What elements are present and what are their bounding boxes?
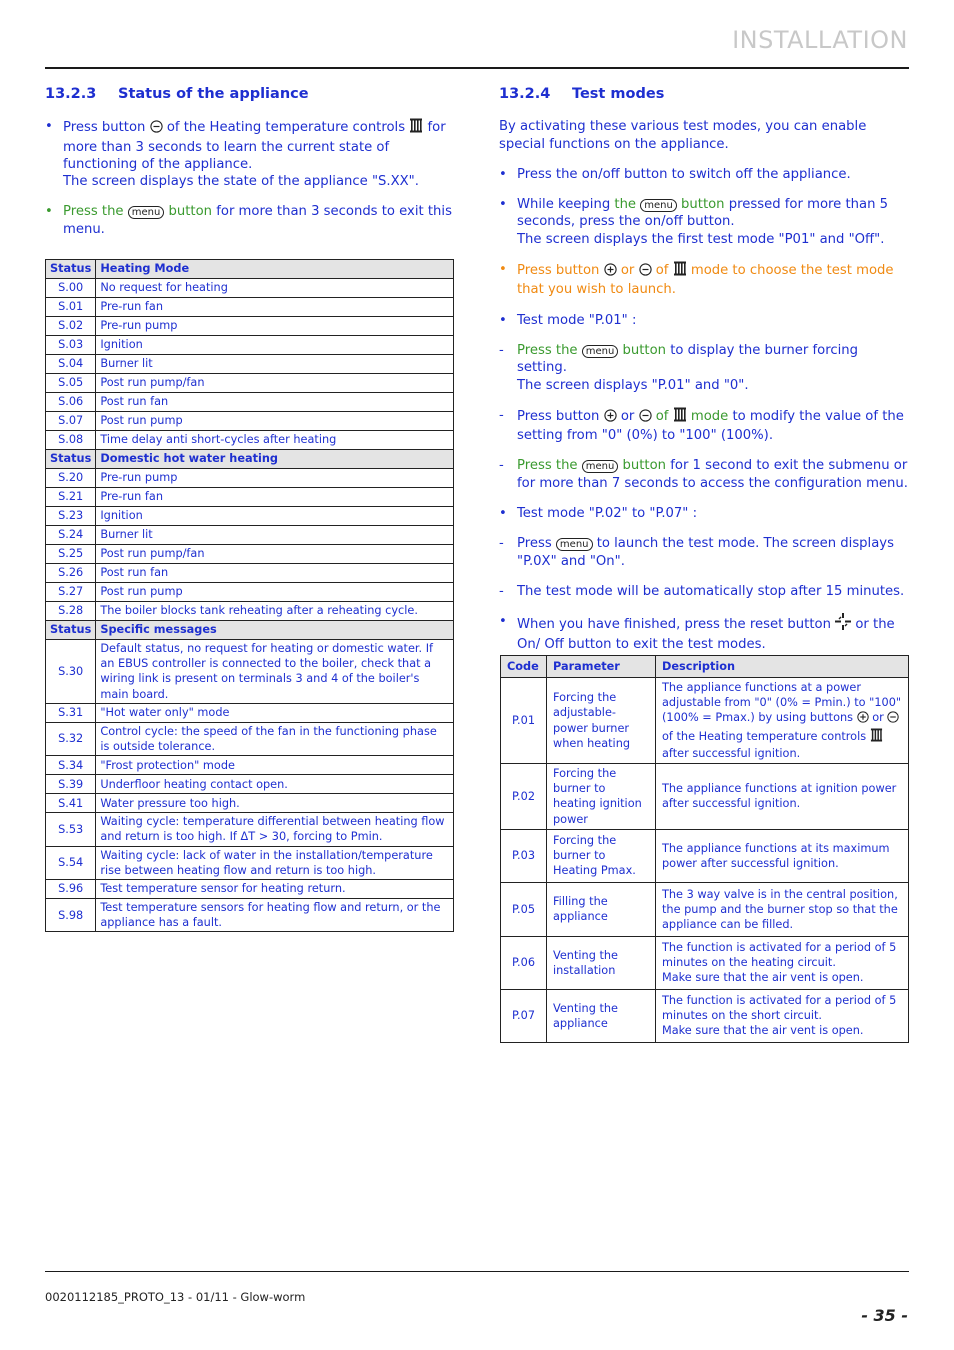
status-description-cell: Test temperature sensor for heating return.: [96, 880, 454, 899]
description-cell: The 3 way valve is in the central position, the pump and the burner stop so that the appliance can be filled.: [656, 882, 909, 936]
status-description-cell: The boiler blocks tank reheating after a reheating cycle.: [96, 602, 454, 621]
list-item: - Press menu to launch the test mode. The screen displays "P.0X" and "On".: [499, 536, 894, 569]
status-description-cell: No request for heating: [96, 279, 454, 298]
bullet-marker: •: [45, 119, 53, 135]
section-number: 13.2.4: [499, 86, 551, 102]
status-description-cell: Post run fan: [96, 393, 454, 412]
table-row: [501, 989, 909, 1042]
plus-circle-icon: [857, 711, 869, 727]
status-code-cell: S.26: [46, 564, 96, 583]
status-description-cell: Heating Mode: [96, 260, 454, 279]
table-row: [46, 794, 454, 813]
status-code-cell: S.02: [46, 317, 96, 336]
header-divider: [45, 67, 909, 69]
section-heading-status: [45, 86, 455, 103]
menu-button-icon: menu: [582, 345, 619, 358]
list-item: - Press button or of mode to modify the value of the setting from "0" (0%) to "100" (100%).: [499, 407, 904, 444]
description-cell: The appliance functions at a power adjustable from "0" (0% = Pmin.) to "100" (100% = Pmax.) by using buttons or of the Heating temperature controls after successful ignition.: [656, 678, 909, 764]
status-description-cell: Pre-run fan: [96, 298, 454, 317]
status-code-cell: S.21: [46, 488, 96, 507]
status-code-cell: S.27: [46, 583, 96, 602]
table-row: [501, 678, 909, 764]
table-row: [46, 813, 454, 846]
status-description-cell: Ignition: [96, 507, 454, 526]
section-title: Test modes: [572, 86, 665, 102]
table-row: [46, 526, 454, 545]
status-description-cell: Default status, no request for heating or domestic water. If an EBUS controller is connected to the boiler, check that a wiring link is present on terminals 3 and 4 of the boiler's main board.: [96, 640, 454, 704]
code-cell: P.01: [501, 678, 547, 764]
status-code-cell: S.01: [46, 298, 96, 317]
status-code-cell: S.07: [46, 412, 96, 431]
column-header: Code: [501, 656, 547, 678]
intro-paragraph: By activating these various test modes, you can enable special functions on the appliance.: [499, 119, 867, 152]
table-row: [46, 880, 454, 899]
table-row: [501, 764, 909, 830]
status-code-cell: Status: [46, 450, 96, 469]
list-item: • Press button of the Heating temperature controls for more than 3 seconds to learn the current state of functioning of the appliance. The screen displays the state of the appliance "S.XX".: [45, 119, 446, 190]
table-row: [46, 279, 454, 298]
table-header-row: [501, 656, 909, 678]
status-description-cell: Post run pump/fan: [96, 374, 454, 393]
status-description-cell: Burner lit: [96, 355, 454, 374]
table-row: [46, 488, 454, 507]
table-row: [46, 846, 454, 879]
table-group-header: [46, 621, 454, 640]
table-row: [501, 882, 909, 936]
status-description-cell: Post run fan: [96, 564, 454, 583]
table-row: [46, 564, 454, 583]
description-cell: The appliance functions at its maximum power after successful ignition.: [656, 829, 909, 882]
status-code-cell: S.08: [46, 431, 96, 450]
test-modes-table: [500, 655, 909, 1043]
parameter-cell: Forcing the burner to Heating Pmax.: [547, 829, 656, 882]
page-header-title: INSTALLATION: [732, 26, 908, 54]
status-code-cell: S.06: [46, 393, 96, 412]
radiator-icon: [673, 407, 687, 427]
column-header: Description: [656, 656, 909, 678]
left-column: [45, 86, 455, 251]
status-code-cell: S.20: [46, 469, 96, 488]
table-row: [46, 899, 454, 932]
code-cell: P.07: [501, 989, 547, 1042]
plus-circle-icon: [604, 409, 617, 427]
status-code-cell: S.53: [46, 813, 96, 846]
page-number: - 35 -: [861, 1306, 908, 1325]
status-code-cell: S.05: [46, 374, 96, 393]
status-description-cell: Specific messages: [96, 621, 454, 640]
status-code-cell: S.96: [46, 880, 96, 899]
status-code-cell: S.04: [46, 355, 96, 374]
parameter-cell: Forcing the burner to heating ignition power: [547, 764, 656, 830]
status-description-cell: Test temperature sensors for heating flow and return, or the appliance has a fault.: [96, 899, 454, 932]
list-item: - The test mode will be automatically stop after 15 minutes.: [499, 583, 905, 599]
parameter-cell: Forcing the adjustable-power burner when heating: [547, 678, 656, 764]
radiator-icon: [870, 728, 883, 746]
table-row: [46, 336, 454, 355]
list-item: - Press the menu button to display the burner forcing setting. The screen displays "P.01" and "0".: [499, 342, 859, 393]
status-code-cell: S.28: [46, 602, 96, 621]
code-cell: P.03: [501, 829, 547, 882]
table-row: [46, 374, 454, 393]
table-group-header: [46, 450, 454, 469]
code-cell: P.05: [501, 882, 547, 936]
status-description-cell: Domestic hot water heating: [96, 450, 454, 469]
status-code-cell: S.30: [46, 640, 96, 704]
table-row: [46, 412, 454, 431]
status-code-cell: S.24: [46, 526, 96, 545]
minus-circle-icon: [150, 120, 163, 138]
menu-button-icon: menu: [582, 460, 619, 473]
table-row: [46, 640, 454, 704]
status-description-cell: Waiting cycle: temperature differential between heating flow and return is too high. If ΔT > 30, forcing to Pmin.: [96, 813, 454, 846]
footer-divider: [45, 1271, 909, 1272]
minus-circle-icon: [639, 263, 652, 281]
table-row: [46, 355, 454, 374]
description-cell: The appliance functions at ignition power after successful ignition.: [656, 764, 909, 830]
table-row: [46, 545, 454, 564]
table-row: [46, 722, 454, 755]
status-code-cell: S.25: [46, 545, 96, 564]
status-description-cell: Pre-run pump: [96, 469, 454, 488]
column-header: Parameter: [547, 656, 656, 678]
list-item: • Test mode "P.01" :: [499, 312, 637, 328]
status-code-cell: S.03: [46, 336, 96, 355]
status-description-cell: Burner lit: [96, 526, 454, 545]
minus-circle-icon: [639, 409, 652, 427]
status-description-cell: Waiting cycle: lack of water in the installation/temperature rise between heating flow and return is too high.: [96, 846, 454, 879]
status-code-cell: S.41: [46, 794, 96, 813]
footer-document-reference: 0020112185_PROTO_13 - 01/11 - Glow-worm: [45, 1290, 306, 1304]
list-item: • When you have finished, press the reset button or the On/ Off button to exit the test modes.: [499, 614, 895, 652]
status-code-cell: S.98: [46, 899, 96, 932]
status-code-cell: S.00: [46, 279, 96, 298]
status-code-cell: S.54: [46, 846, 96, 879]
status-table: [45, 259, 454, 932]
right-column: [499, 86, 911, 666]
bullet-marker: •: [45, 204, 53, 220]
status-description-cell: Post run pump/fan: [96, 545, 454, 564]
status-code-cell: S.32: [46, 722, 96, 755]
status-code-cell: S.34: [46, 756, 96, 775]
parameter-cell: Filling the appliance: [547, 882, 656, 936]
status-description-cell: Underfloor heating contact open.: [96, 775, 454, 794]
status-code-cell: S.31: [46, 703, 96, 722]
table-row: [46, 393, 454, 412]
list-item: • Press button or of mode to choose the test mode that you wish to launch.: [499, 262, 894, 298]
minus-circle-icon: [887, 711, 899, 727]
status-code-cell: S.23: [46, 507, 96, 526]
parameter-cell: Venting the installation: [547, 936, 656, 989]
list-item: • Press the on/off button to switch off the appliance.: [499, 166, 851, 182]
table-row: [46, 703, 454, 722]
table-row: [501, 936, 909, 989]
table-row: [46, 583, 454, 602]
status-description-cell: Time delay anti short-cycles after heating: [96, 431, 454, 450]
table-row: [46, 775, 454, 794]
table-row: [46, 507, 454, 526]
code-cell: P.06: [501, 936, 547, 989]
radiator-icon: [673, 261, 687, 281]
status-description-cell: "Hot water only" mode: [96, 703, 454, 722]
table-group-header: [46, 260, 454, 279]
status-code-cell: S.39: [46, 775, 96, 794]
parameter-cell: Venting the appliance: [547, 989, 656, 1042]
status-description-cell: Pre-run fan: [96, 488, 454, 507]
list-item: - Press the menu button for 1 second to exit the submenu or for more than 7 seconds to access the configuration menu.: [499, 458, 908, 491]
table-row: [46, 469, 454, 488]
menu-button-icon: menu: [556, 538, 593, 551]
table-row: [46, 756, 454, 775]
status-description-cell: Post run pump: [96, 412, 454, 431]
description-cell: The function is activated for a period of 5 minutes on the short circuit. Make sure that the air vent is open.: [656, 989, 909, 1042]
section-heading-test-modes: [499, 86, 911, 103]
status-description-cell: Ignition: [96, 336, 454, 355]
status-description-cell: "Frost protection" mode: [96, 756, 454, 775]
status-description-cell: Control cycle: the speed of the fan in the functioning phase is outside tolerance.: [96, 722, 454, 755]
table-row: [46, 431, 454, 450]
status-description-cell: Post run pump: [96, 583, 454, 602]
list-item: • Test mode "P.02" to "P.07" :: [499, 506, 698, 522]
plus-circle-icon: [604, 263, 617, 281]
menu-button-icon: menu: [128, 206, 165, 219]
list-item: • Press the menu button for more than 3 seconds to exit this menu.: [45, 204, 452, 237]
status-code-cell: Status: [46, 260, 96, 279]
section-title: Status of the appliance: [118, 86, 309, 102]
status-code-cell: Status: [46, 621, 96, 640]
table-row: [46, 602, 454, 621]
radiator-icon: [409, 118, 423, 138]
reset-icon: [835, 613, 851, 635]
section-number: 13.2.3: [45, 86, 97, 102]
list-item: • While keeping the menu button pressed for more than 5 seconds, press the on/off button. The screen displays the first test mode "P01" and "Off".: [499, 197, 889, 247]
table-row: [46, 317, 454, 336]
status-description-cell: Pre-run pump: [96, 317, 454, 336]
table-row: [46, 298, 454, 317]
code-cell: P.02: [501, 764, 547, 830]
menu-button-icon: menu: [640, 199, 677, 212]
status-description-cell: Water pressure too high.: [96, 794, 454, 813]
table-row: [501, 829, 909, 882]
description-cell: The function is activated for a period of 5 minutes on the heating circuit. Make sure that the air vent is open.: [656, 936, 909, 989]
